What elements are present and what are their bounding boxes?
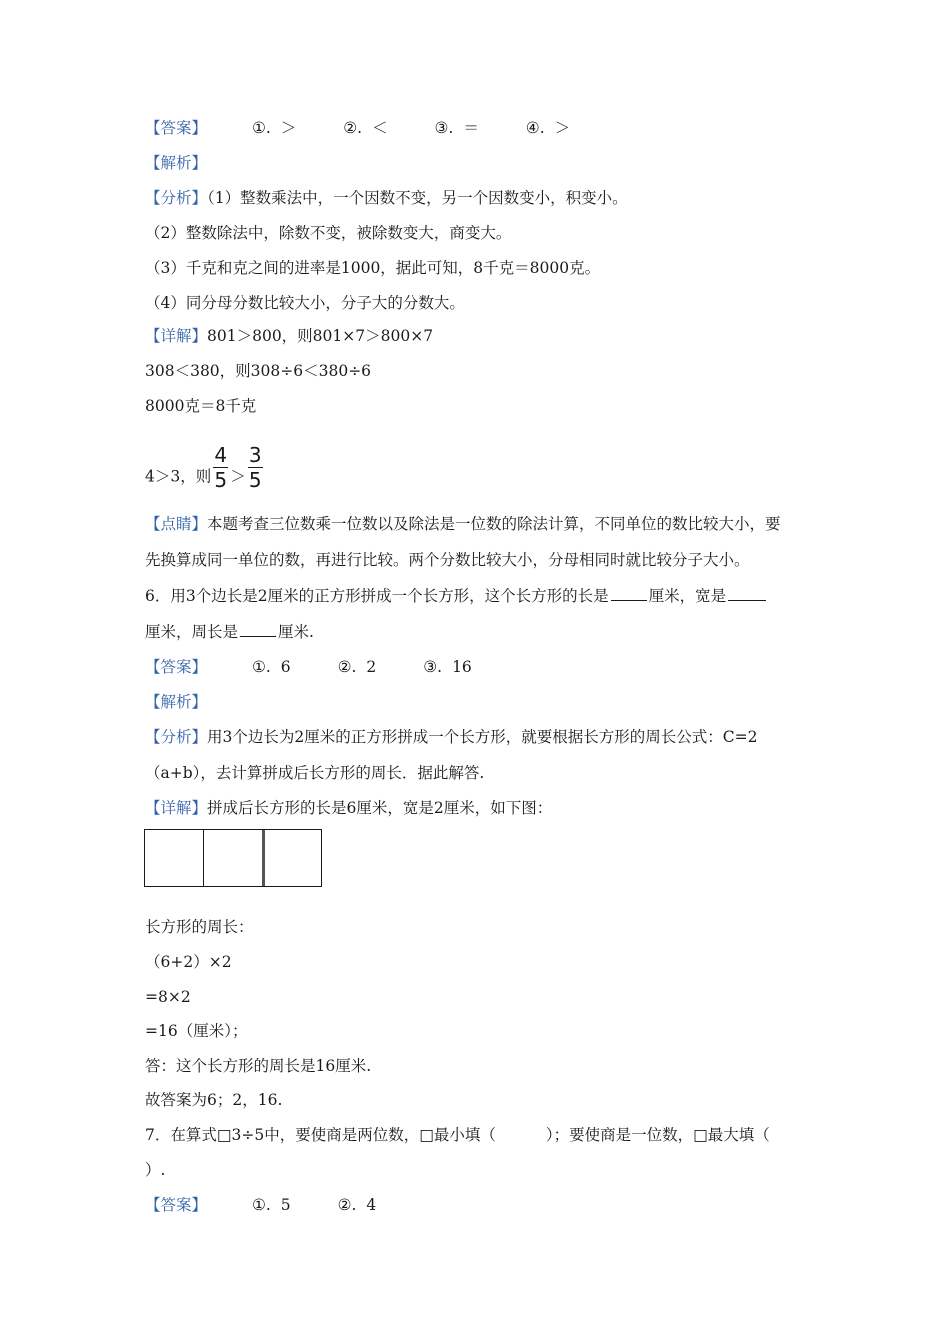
answer-blank: [728, 586, 766, 601]
analysis-line: 【分析】（1）整数乘法中，一个因数不变，另一个因数变小，积变小。: [145, 189, 628, 207]
detail-line: 【详解】801＞800，则801×7＞800×7: [145, 327, 434, 345]
fraction-line: 4＞3，则 $\frac{4}{5}$ ＞ $\frac{3}{5}$: [145, 443, 262, 492]
dianjing-line: 先换算成同一单位的数，再进行比较。两个分数比较大小，分母相同时就比较分子大小。: [145, 551, 750, 569]
rectangle-figure: [144, 829, 322, 887]
step-line: （6+2）×2: [145, 953, 232, 971]
q7-question: 7．在算式□3÷5中，要使商是两位数，□最小填（ ）；要使商是一位数，□最大填（: [145, 1126, 770, 1144]
answer-blank: [240, 622, 276, 637]
answer-item: ③. 16: [423, 658, 472, 676]
step-line: 答：这个长方形的周长是16厘米.: [145, 1057, 372, 1075]
analysis-line: （3）千克和克之间的进率是1000，据此可知，8千克＝8000克。: [145, 259, 601, 277]
answer-item: ④. ＞: [525, 119, 571, 137]
fraction: $\frac{4}{5}$: [214, 443, 228, 492]
answer-item: ②. 2: [337, 658, 377, 676]
answer-item: ③. ＝: [434, 119, 479, 137]
jiexi-tag: 【解析】: [145, 154, 208, 172]
answer-item: ①. ＞: [251, 119, 297, 137]
answer-item: ②. 4: [337, 1196, 377, 1214]
q5-answer-line: [145, 117, 570, 139]
step-line: 故答案为6；2，16.: [145, 1091, 283, 1109]
q7-answer-line: 【答案】 ①. 5 ②. 4: [145, 1196, 377, 1214]
answer-item: ②. ＜: [343, 119, 388, 137]
q6-answer-line: 【答案】 ①. 6 ②. 2 ③. 16: [145, 658, 472, 676]
step-line: =16（厘米）；: [145, 1022, 248, 1040]
detail-line: 【详解】拼成后长方形的长是6厘米，宽是2厘米，如下图：: [145, 799, 553, 817]
analysis-line: （a+b），去计算拼成后长方形的周长．据此解答.: [145, 764, 485, 782]
detail-line: 8000克＝8千克: [145, 397, 257, 415]
step-line: =8×2: [145, 988, 191, 1006]
step-line: 长方形的周长：: [145, 918, 254, 936]
answer-blank: [611, 586, 647, 601]
square-divider: [262, 830, 265, 886]
answer-item: ①. 5: [251, 1196, 291, 1214]
analysis-line: （4）同分母分数比较大小，分子大的分数大。: [145, 294, 465, 312]
analysis-line: 【分析】用3个边长为2厘米的正方形拼成一个长方形，就要根据长方形的周长公式：C=2: [145, 728, 758, 746]
analysis-line: （2）整数除法中，除数不变，被除数变大，商变大。: [145, 224, 512, 242]
q6-question: 6．用3个边长是2厘米的正方形拼成一个长方形，这个长方形的长是 厘米，宽是: [145, 585, 768, 607]
detail-line: 308＜380，则308÷6＜380÷6: [145, 362, 372, 380]
q7-question: ）.: [145, 1161, 166, 1179]
jiexi-tag: 【解析】: [145, 693, 208, 711]
fraction: $\frac{3}{5}$: [248, 443, 262, 492]
square-divider: [203, 830, 204, 886]
answer-tag: 【答案】: [145, 119, 208, 137]
answer-item: ①. 6: [251, 658, 291, 676]
dianjing-line: 【点睛】本题考查三位数乘一位数以及除法是一位数的除法计算，不同单位的数比较大小，要: [145, 515, 781, 533]
q6-question: 厘米，周长是 厘米.: [145, 623, 314, 641]
